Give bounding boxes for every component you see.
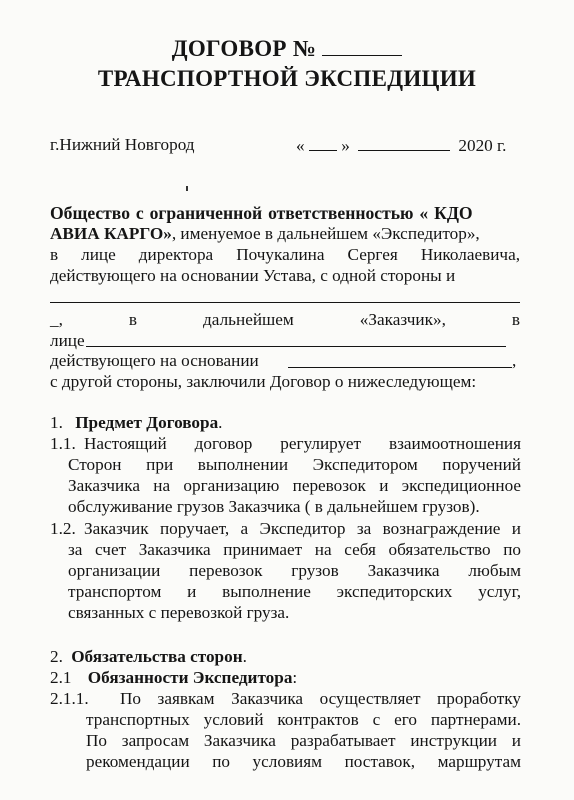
basis-label: действующего на основании	[50, 351, 259, 370]
expeditor-role: , именуемое в дальнейшем «Экспедитор»,	[171, 224, 480, 243]
contract-title-line1	[0, 36, 574, 62]
section2-heading: 2. Обязательства сторон.	[50, 647, 247, 666]
clause-1-1-line3: Заказчика на организацию перевозок и экспедиционное	[68, 476, 521, 495]
basis-comma: ,	[512, 351, 517, 370]
contract-title-line2: ТРАНСПОРТНОЙ ЭКСПЕДИЦИИ	[97, 66, 477, 91]
company-name-part2: АВИА КАРГО»	[50, 224, 172, 243]
month-blank	[358, 134, 450, 151]
person-label: лице	[50, 331, 85, 350]
parties-line1	[50, 202, 473, 224]
clause-1-2-number: 1.2.	[50, 519, 76, 538]
day-blank	[309, 134, 337, 151]
clause-2-1-1-line2: транспортных условий контрактов с его партнерами.	[86, 710, 521, 729]
section1-title: Предмет Договора	[75, 413, 219, 432]
person-blank	[86, 346, 506, 347]
clause-1-2-line2: за счет Заказчика принимает на себя обязательство по	[68, 540, 521, 559]
customer-name-blank	[50, 302, 520, 303]
clause-2-1-1-line4: рекомендации по условиям поставок, маршрутам	[86, 752, 521, 771]
parties-line2	[50, 223, 480, 245]
clause-1-2-line3: организации перевозок грузов Заказчика любым	[68, 561, 521, 580]
date-line	[296, 134, 506, 157]
clause-2-1-1-line1: По заявкам Заказчика осуществляет проработку	[120, 689, 521, 708]
parties-line5: _, в дальнейшем «Заказчик», в	[50, 310, 520, 329]
quote-open: «	[296, 136, 305, 155]
subsection-2-1-heading: 2.1 Обязанности Экспедитора:	[50, 668, 298, 687]
subsection-2-1-number: 2.1	[50, 668, 72, 687]
section1-heading: 1. Предмет Договора.	[50, 413, 223, 432]
scan-mark	[186, 186, 188, 191]
clause-1-2-line1: Заказчик поручает, а Экспедитор за вознаграждение и	[84, 519, 521, 538]
parties-line8: с другой стороны, заключили Договор о нижеследующем:	[50, 372, 477, 391]
clause-1-1-line2: Сторон при выполнении Экспедитором поручений	[68, 455, 521, 474]
clause-1-1-line4: обслуживание грузов Заказчика ( в дальнейшем грузов).	[68, 497, 480, 516]
city: г.Нижний Новгород	[50, 135, 195, 154]
section2-title: Обязательства сторон	[71, 647, 243, 666]
clause-1-1-line1: Настоящий договор регулирует взаимоотношения	[84, 434, 521, 453]
contract-number-blank	[322, 39, 402, 56]
clause-2-1-1-line3: По запросам Заказчика разрабатывает инструкции и	[86, 731, 521, 750]
contract-title-text: ДОГОВОР №	[171, 36, 317, 61]
section2-number: 2.	[50, 647, 63, 666]
year: 2020 г.	[458, 136, 507, 155]
clause-2-1-1-number: 2.1.1.	[50, 689, 89, 708]
clause-1-1-number: 1.1.	[50, 434, 76, 453]
subsection-2-1-title: Обязанности Экспедитора	[87, 668, 293, 687]
section1-number: 1.	[50, 413, 63, 432]
clause-1-2-line4: транспортом и выполнение экспедиторских услуг,	[68, 582, 521, 601]
quote-close: »	[341, 136, 350, 155]
parties-line7	[50, 350, 259, 372]
parties-line6	[50, 330, 85, 352]
clause-1-2-line5: связанных с перевозкой груза.	[68, 603, 290, 622]
basis-blank	[288, 367, 512, 368]
company-name-part1: Общество с ограниченной ответственностью « КДО	[50, 203, 473, 223]
parties-line3: в лице директора Почукалина Сергея Николаевича,	[50, 245, 520, 264]
parties-line4: действующего на основании Устава, с одной стороны и	[50, 266, 456, 285]
